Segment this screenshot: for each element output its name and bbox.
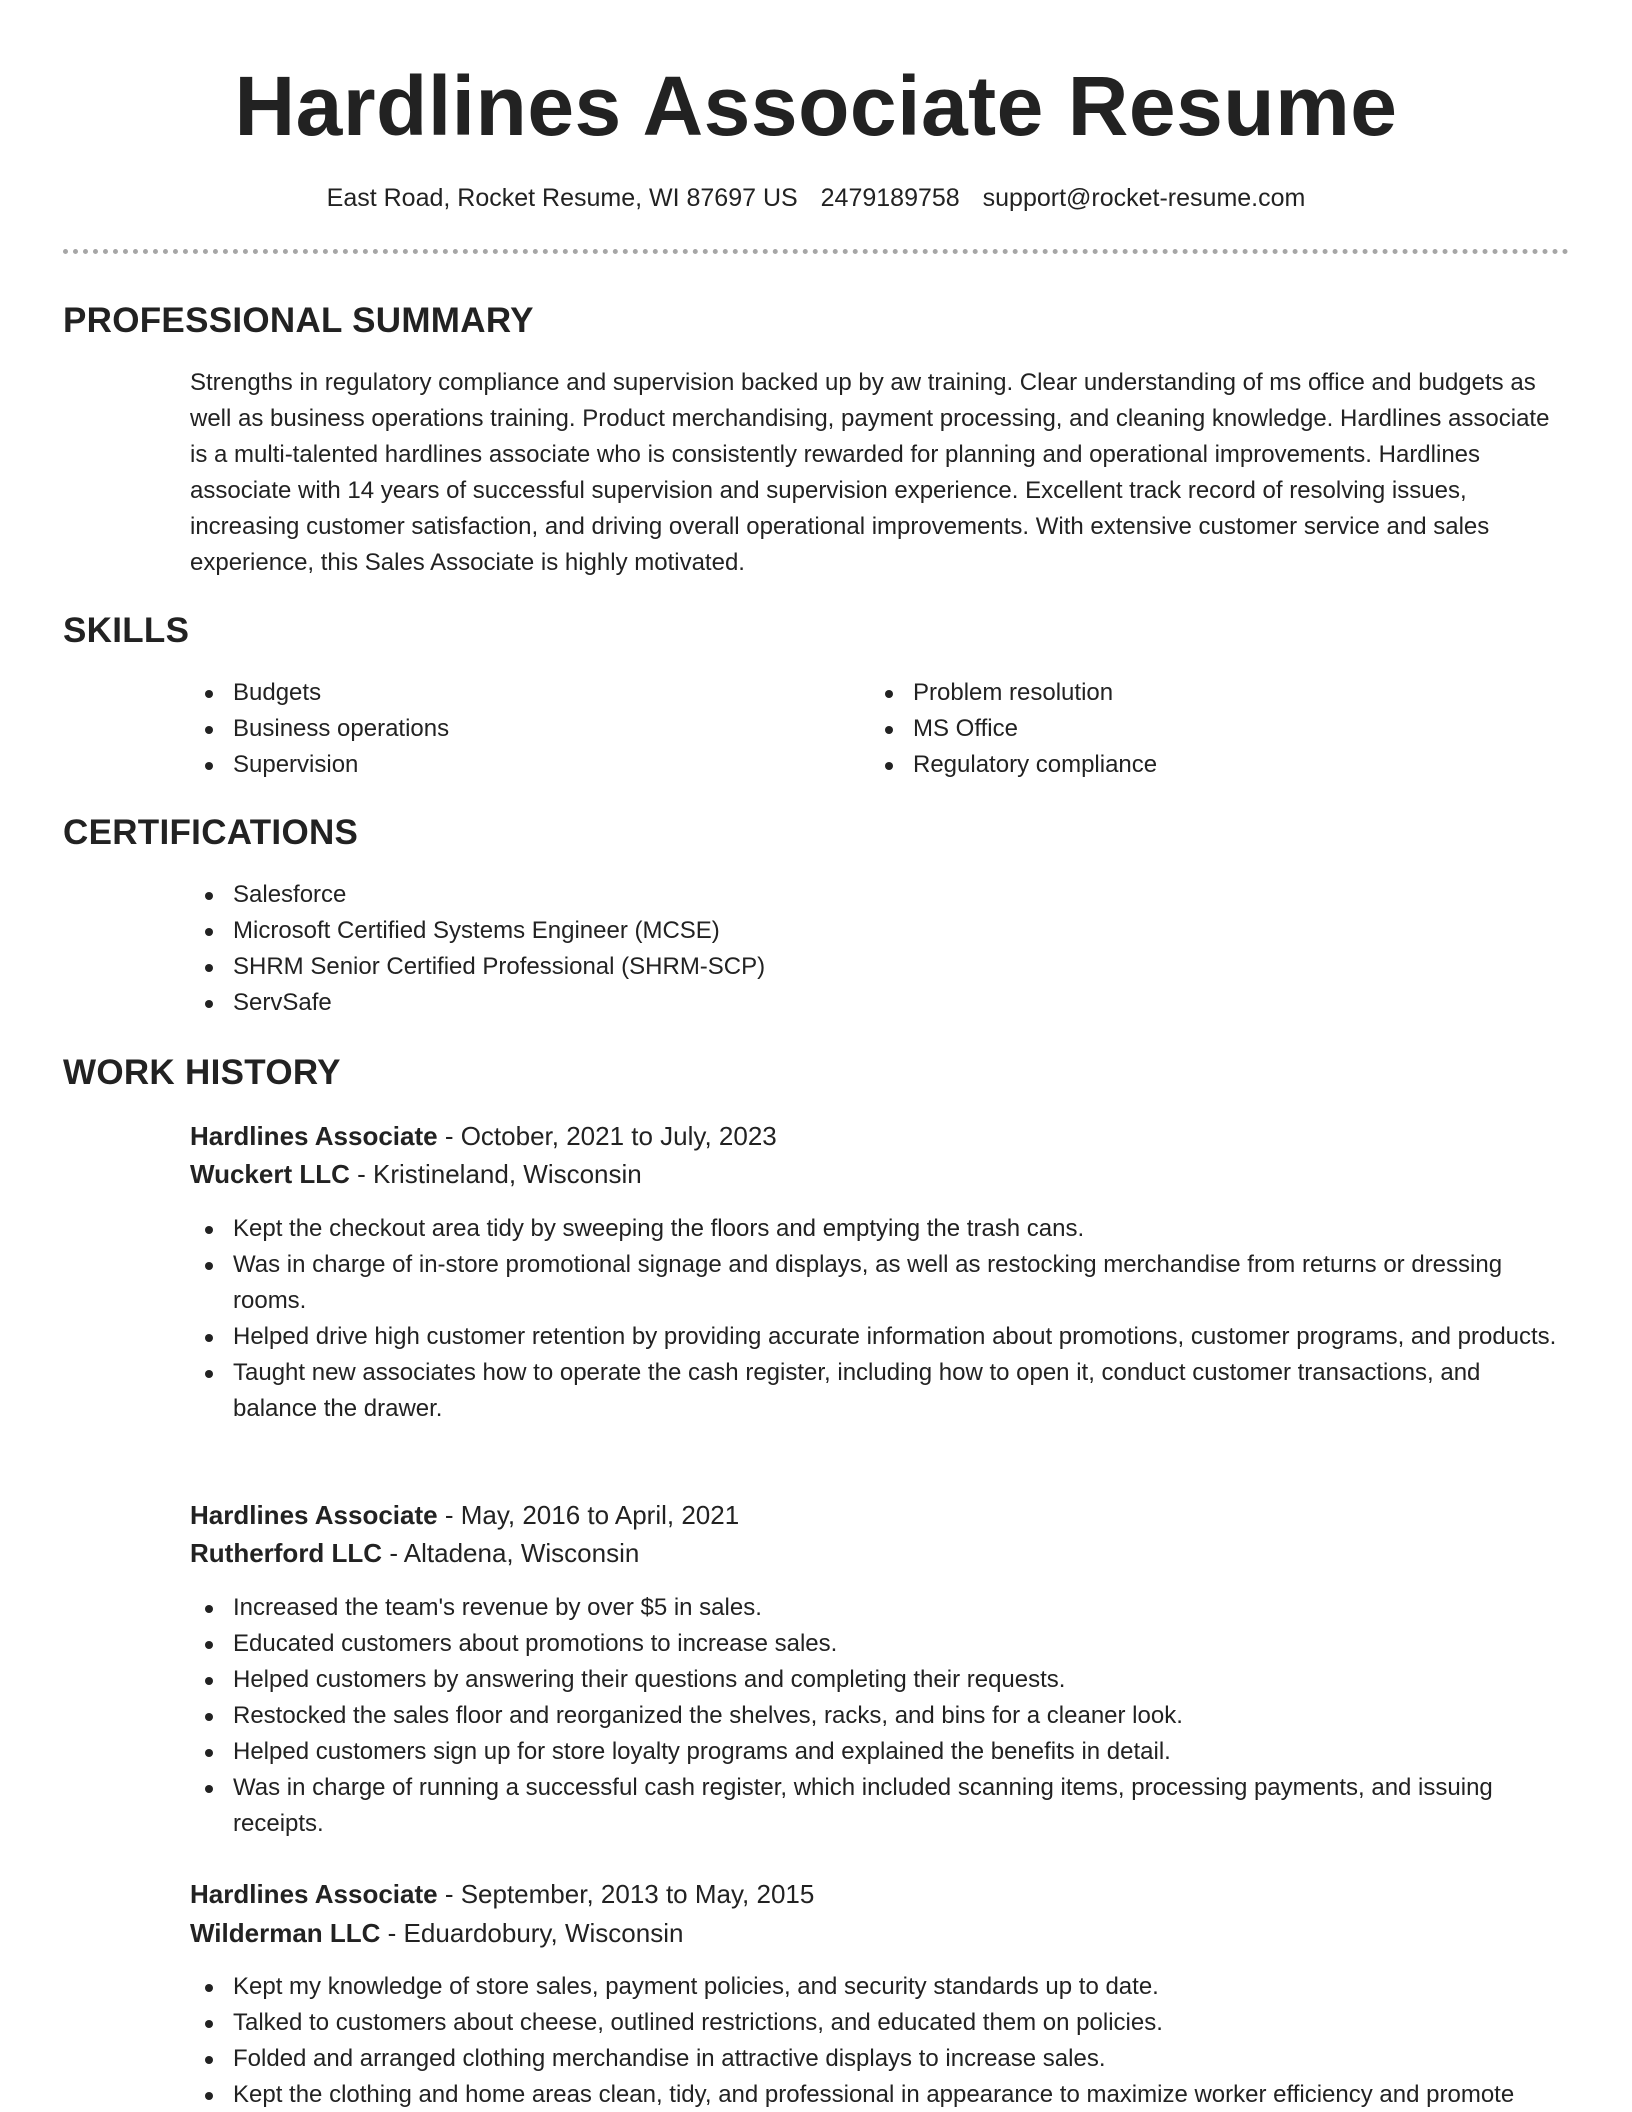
job-company: Wilderman LLC bbox=[190, 1918, 381, 1948]
job-bullet: Restocked the sales floor and reorganized the shelves, racks, and bins for a cleaner look. bbox=[190, 1698, 1570, 1734]
job-bullet: Was in charge of in-store promotional signage and displays, as well as restocking merchandise from returns or dressing rooms. bbox=[190, 1247, 1570, 1319]
job-title: Hardlines Associate bbox=[190, 1879, 438, 1909]
job-dates: - May, 2016 to April, 2021 bbox=[437, 1500, 740, 1530]
job-company-line bbox=[190, 1914, 683, 1952]
skill-item: Problem resolution bbox=[870, 675, 1510, 711]
certification-item: SHRM Senior Certified Professional (SHRM-SCP) bbox=[190, 949, 1490, 985]
certifications-list bbox=[190, 877, 1490, 1021]
certification-item: Salesforce bbox=[190, 877, 1490, 913]
contact-email: support@rocket-resume.com bbox=[982, 184, 1306, 212]
job-bullet: Helped customers by answering their questions and completing their requests. bbox=[190, 1662, 1570, 1698]
job-bullets bbox=[190, 1211, 1570, 1427]
job-company: Rutherford LLC bbox=[190, 1538, 383, 1568]
job-bullet: Educated customers about promotions to increase sales. bbox=[190, 1626, 1570, 1662]
job-bullet: Increased the team's revenue by over $5 in sales. bbox=[190, 1590, 1570, 1626]
skills-list-left bbox=[190, 675, 830, 783]
job-title-line bbox=[190, 1875, 814, 1913]
skill-item: Budgets bbox=[190, 675, 830, 711]
skills-list-right bbox=[870, 675, 1510, 783]
contact-address: East Road, Rocket Resume, WI 87697 US bbox=[326, 184, 798, 212]
summary-text: Strengths in regulatory compliance and supervision backed up by aw training. Clear understanding of ms office and budgets as well as business operations training. Product merchandising, payment processing, and cleaning knowledge. Hardlines associate is a multi-talented hardlines associate who is consistently rewarded for planning and operational improvements. Hardlines associate with 14 years of successful supervision and supervision experience. Excellent track record of resolving issues, increasing customer satisfaction, and driving overall operational improvements. With extensive customer service and sales experience, this Sales Associate is highly motivated. bbox=[190, 369, 1550, 576]
skill-item: Supervision bbox=[190, 747, 830, 783]
contact-phone: 2479189758 bbox=[820, 184, 960, 212]
job-bullet: Was in charge of running a successful cash register, which included scanning items, processing payments, and issuing receipts. bbox=[190, 1770, 1570, 1842]
job-title: Hardlines Associate bbox=[190, 1121, 438, 1151]
job-bullet: Helped drive high customer retention by providing accurate information about promotions, customer programs, and products. bbox=[190, 1319, 1570, 1355]
certification-item: ServSafe bbox=[190, 985, 1490, 1021]
job-company: Wuckert LLC bbox=[190, 1159, 350, 1189]
header-divider bbox=[63, 249, 1569, 254]
job-bullet: Taught new associates how to operate the cash register, including how to open it, conduct customer transactions, and balance the drawer. bbox=[190, 1355, 1570, 1427]
certification-item: Microsoft Certified Systems Engineer (MCSE) bbox=[190, 913, 1490, 949]
job-bullet: Kept the clothing and home areas clean, tidy, and professional in appearance to maximize worker efficiency and promote bbox=[190, 2077, 1570, 2112]
skill-item: Regulatory compliance bbox=[870, 747, 1510, 783]
job-bullets bbox=[190, 1590, 1570, 1842]
job-bullet: Kept my knowledge of store sales, payment policies, and security standards up to date. bbox=[190, 1969, 1570, 2005]
job-company-line bbox=[190, 1155, 642, 1193]
job-bullets bbox=[190, 1969, 1570, 2112]
section-heading-summary: PROFESSIONAL SUMMARY bbox=[63, 301, 534, 340]
skill-item: MS Office bbox=[870, 711, 1510, 747]
job-title-line bbox=[190, 1496, 739, 1534]
section-heading-skills: SKILLS bbox=[63, 611, 190, 650]
job-bullet: Kept the checkout area tidy by sweeping the floors and emptying the trash cans. bbox=[190, 1211, 1570, 1247]
skill-item: Business operations bbox=[190, 711, 830, 747]
job-dates: - October, 2021 to July, 2023 bbox=[437, 1121, 777, 1151]
job-location: - Altadena, Wisconsin bbox=[382, 1538, 640, 1568]
resume-title: Hardlines Associate Resume bbox=[234, 59, 1398, 153]
contact-line bbox=[0, 180, 1632, 216]
job-title-line bbox=[190, 1117, 777, 1155]
job-company-line bbox=[190, 1534, 639, 1572]
job-title: Hardlines Associate bbox=[190, 1500, 438, 1530]
job-location: - Eduardobury, Wisconsin bbox=[380, 1918, 684, 1948]
section-heading-certifications: CERTIFICATIONS bbox=[63, 813, 359, 852]
section-heading-work-history: WORK HISTORY bbox=[63, 1053, 341, 1092]
job-bullet: Folded and arranged clothing merchandise in attractive displays to increase sales. bbox=[190, 2041, 1570, 2077]
job-dates: - September, 2013 to May, 2015 bbox=[437, 1879, 815, 1909]
job-bullet: Helped customers sign up for store loyalty programs and explained the benefits in detail. bbox=[190, 1734, 1570, 1770]
job-location: - Kristineland, Wisconsin bbox=[349, 1159, 642, 1189]
job-bullet: Talked to customers about cheese, outlined restrictions, and educated them on policies. bbox=[190, 2005, 1570, 2041]
